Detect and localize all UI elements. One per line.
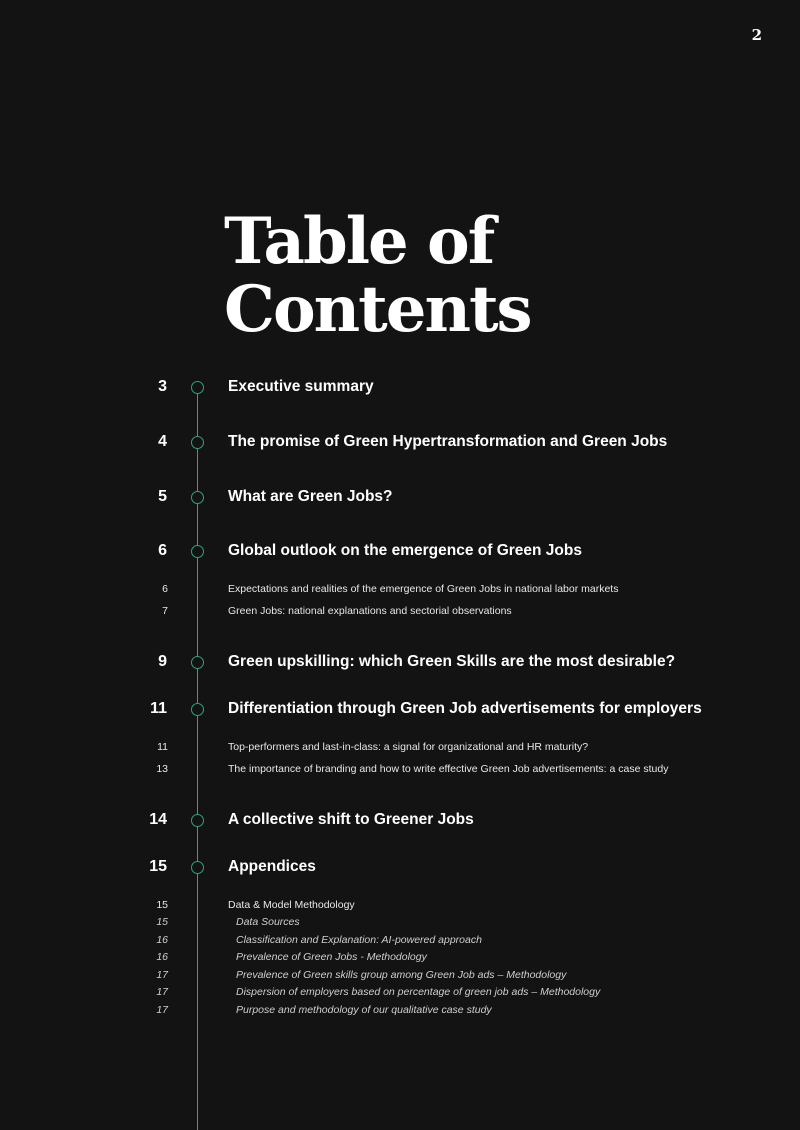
- subsection-page-number: 15: [156, 899, 168, 911]
- appendix-item-title: Prevalence of Green Jobs - Methodology: [236, 951, 427, 963]
- appendix-page-number: 16: [156, 934, 168, 946]
- section-title: Global outlook on the emergence of Green Jobs: [228, 542, 582, 559]
- appendix-item-title: Data Sources: [236, 916, 300, 928]
- subsection-page-number: 7: [162, 605, 168, 617]
- appendix-page-number: 17: [156, 969, 168, 981]
- section-title: Differentiation through Green Job advertisements for employers: [228, 700, 702, 717]
- timeline-dot-icon: [191, 656, 204, 669]
- section-page-number: 14: [149, 811, 167, 828]
- appendix-page-number: 15: [156, 916, 168, 928]
- section-title: Executive summary: [228, 378, 374, 395]
- appendix-item-title: Prevalence of Green skills group among Green Job ads – Methodology: [236, 969, 567, 981]
- subsection-title: Expectations and realities of the emergence of Green Jobs in national labor markets: [228, 583, 619, 595]
- section-title: What are Green Jobs?: [228, 488, 393, 505]
- appendix-item-title: Classification and Explanation: AI-powered approach: [236, 934, 482, 946]
- timeline-dot-icon: [191, 491, 204, 504]
- timeline-dot-icon: [191, 703, 204, 716]
- subsection-page-number: 11: [157, 741, 168, 753]
- section-title: A collective shift to Greener Jobs: [228, 811, 474, 828]
- section-page-number: 4: [158, 433, 167, 450]
- section-title: Appendices: [228, 858, 316, 875]
- section-page-number: 3: [158, 378, 167, 395]
- timeline-dot-icon: [191, 545, 204, 558]
- appendix-item-title: Dispersion of employers based on percentage of green job ads – Methodology: [236, 986, 601, 998]
- subsection-title: Data & Model Methodology: [228, 899, 355, 911]
- section-page-number: 6: [158, 542, 167, 559]
- appendix-page-number: 17: [156, 986, 168, 998]
- section-title: Green upskilling: which Green Skills are the most desirable?: [228, 653, 676, 670]
- section-page-number: 5: [158, 488, 167, 505]
- section-page-number: 9: [158, 653, 167, 670]
- section-page-number: 15: [149, 858, 167, 875]
- subsection-title: Top-performers and last-in-class: a signal for organizational and HR maturity?: [228, 741, 589, 753]
- timeline-dot-icon: [191, 814, 204, 827]
- subsection-title: The importance of branding and how to write effective Green Job advertisements: a case study: [228, 763, 669, 775]
- subsection-page-number: 13: [156, 763, 168, 775]
- subsection-title: Green Jobs: national explanations and sectorial observations: [228, 605, 512, 617]
- page-number: 2: [751, 26, 762, 44]
- title-line-2: Contents: [224, 272, 531, 347]
- title-line-1: Table of: [224, 204, 494, 279]
- subsection-page-number: 6: [162, 583, 168, 595]
- appendix-item-title: Purpose and methodology of our qualitative case study: [236, 1004, 492, 1016]
- timeline-dot-icon: [191, 436, 204, 449]
- appendix-page-number: 16: [156, 951, 168, 963]
- timeline-dot-icon: [191, 381, 204, 394]
- appendix-page-number: 17: [156, 1004, 168, 1016]
- section-title: The promise of Green Hypertransformation and Green Jobs: [228, 433, 668, 450]
- timeline-dot-icon: [191, 861, 204, 874]
- page-title: [224, 204, 531, 347]
- section-page-number: 11: [150, 700, 167, 717]
